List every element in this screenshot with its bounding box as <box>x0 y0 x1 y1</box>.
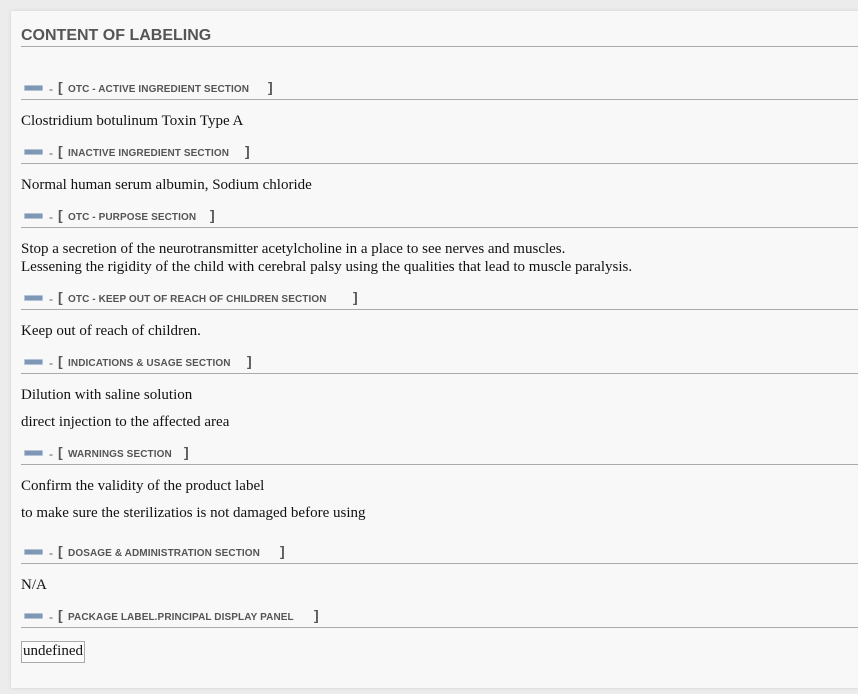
section-header <box>21 289 858 310</box>
title-divider <box>21 46 858 47</box>
close-bracket: ] <box>184 444 189 460</box>
section-text: direct injection to the affected area <box>21 414 230 430</box>
collapse-icon[interactable] <box>24 359 43 365</box>
collapse-icon[interactable] <box>24 549 43 555</box>
section-active-ingredient <box>21 79 858 100</box>
section-header <box>21 143 858 164</box>
section-text: Lessening the rigidity of the child with cerebral palsy using the qualities that lead to muscle paralysis. <box>21 259 633 275</box>
separator-dash: - <box>49 447 53 461</box>
separator-dash: - <box>49 210 53 224</box>
section-indications-usage <box>21 353 858 374</box>
open-bracket: [ <box>58 207 63 223</box>
separator-dash: - <box>49 610 53 624</box>
open-bracket: [ <box>58 444 63 460</box>
open-bracket: [ <box>58 79 63 95</box>
section-text: Normal human serum albumin, Sodium chloride <box>21 177 312 193</box>
page-title: CONTENT OF LABELING <box>21 27 212 44</box>
section-dosage-administration <box>21 543 858 564</box>
close-bracket: ] <box>353 289 358 305</box>
section-title: INACTIVE INGREDIENT SECTION <box>68 148 230 159</box>
collapse-icon[interactable] <box>24 85 43 91</box>
collapse-icon[interactable] <box>24 295 43 301</box>
section-text: Stop a secretion of the neurotransmitter acetylcholine in a place to see nerves and muscles. <box>21 241 566 257</box>
labeling-panel <box>11 11 858 688</box>
section-text: to make sure the sterilizatios is not damaged before using <box>21 505 366 521</box>
section-package-label <box>21 607 858 628</box>
close-bracket: ] <box>280 543 285 559</box>
open-bracket: [ <box>58 543 63 559</box>
collapse-icon[interactable] <box>24 149 43 155</box>
collapse-icon[interactable] <box>24 213 43 219</box>
separator-dash: - <box>49 146 53 160</box>
section-title: OTC - PURPOSE SECTION <box>68 212 197 223</box>
section-title: PACKAGE LABEL.PRINCIPAL DISPLAY PANEL <box>68 612 294 623</box>
close-bracket: ] <box>210 207 215 223</box>
close-bracket: ] <box>314 607 319 623</box>
section-header <box>21 207 858 228</box>
section-keep-out-of-reach <box>21 289 858 310</box>
section-header <box>21 543 858 564</box>
separator-dash: - <box>49 82 53 96</box>
section-text: Dilution with saline solution <box>21 387 193 403</box>
section-text: N/A <box>21 577 47 593</box>
section-header <box>21 353 858 374</box>
open-bracket: [ <box>58 289 63 305</box>
close-bracket: ] <box>245 143 250 159</box>
section-warnings <box>21 444 858 465</box>
close-bracket: ] <box>247 353 252 369</box>
separator-dash: - <box>49 546 53 560</box>
separator-dash: - <box>49 292 53 306</box>
section-header <box>21 444 858 465</box>
close-bracket: ] <box>268 79 273 95</box>
section-header <box>21 79 858 100</box>
collapse-icon[interactable] <box>24 450 43 456</box>
section-title: INDICATIONS & USAGE SECTION <box>68 358 231 369</box>
section-purpose <box>21 207 858 228</box>
section-title: OTC - ACTIVE INGREDIENT SECTION <box>68 84 250 95</box>
open-bracket: [ <box>58 607 63 623</box>
section-text: Confirm the validity of the product label <box>21 478 265 494</box>
section-text: Clostridium botulinum Toxin Type A <box>21 113 244 129</box>
open-bracket: [ <box>58 353 63 369</box>
section-text: Keep out of reach of children. <box>21 323 201 339</box>
collapse-icon[interactable] <box>24 613 43 619</box>
separator-dash: - <box>49 356 53 370</box>
section-title: WARNINGS SECTION <box>68 449 172 460</box>
section-header <box>21 607 858 628</box>
section-inactive-ingredient <box>21 143 858 164</box>
open-bracket: [ <box>58 143 63 159</box>
section-title: DOSAGE & ADMINISTRATION SECTION <box>68 548 260 559</box>
package-label-value: undefined <box>21 641 85 663</box>
section-title: OTC - KEEP OUT OF REACH OF CHILDREN SECTION <box>68 294 327 305</box>
